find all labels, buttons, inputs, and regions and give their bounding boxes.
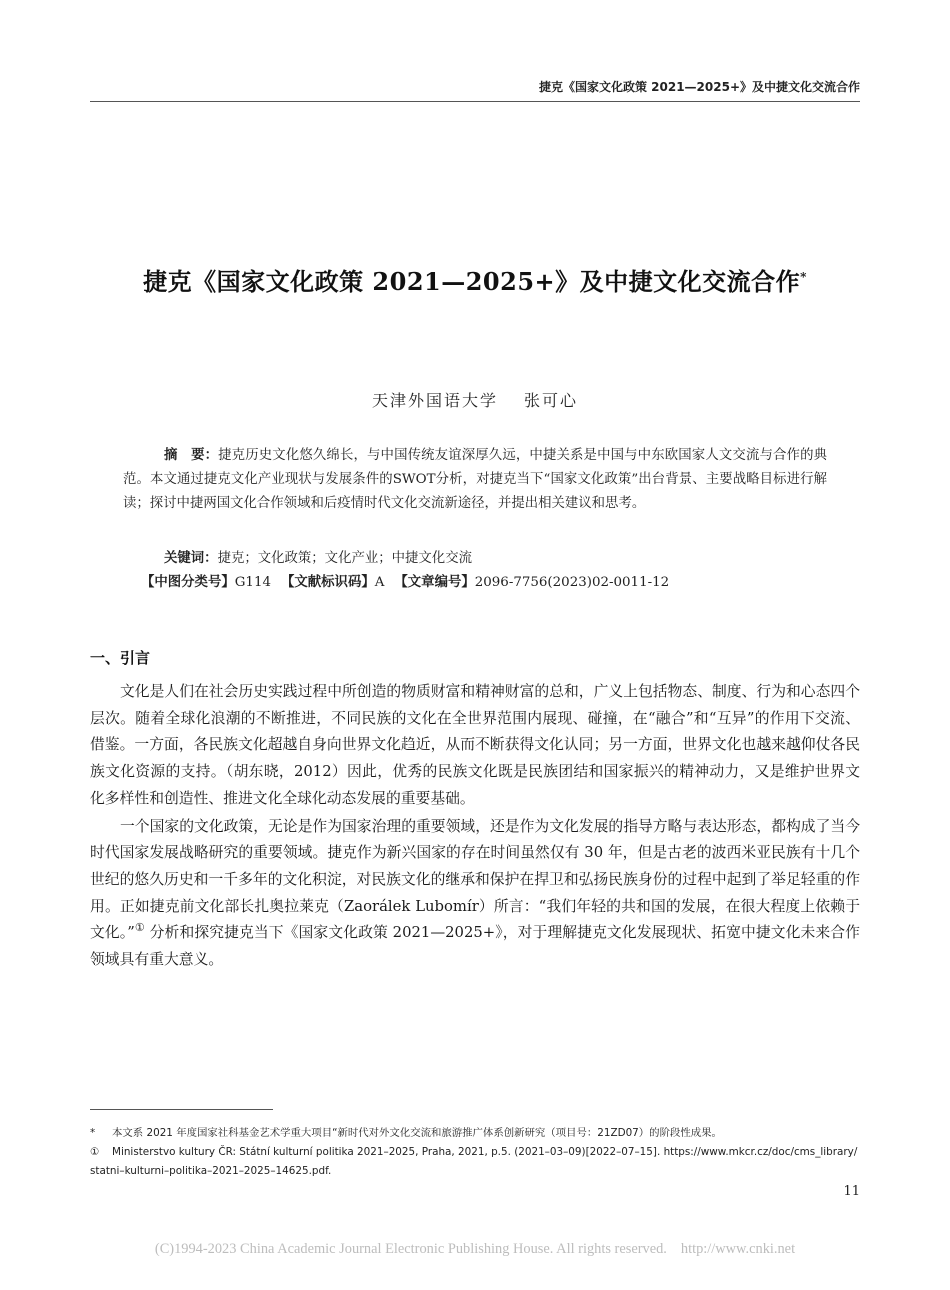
copyright-url[interactable]: http://www.cnki.net	[680, 1241, 796, 1257]
article-no-label: 【文章编号】	[394, 575, 475, 590]
doc-code-value: A	[374, 575, 385, 590]
clc-label: 【中图分类号】	[141, 575, 235, 590]
body-paragraph-2-text-b: 分析和探究捷克当下《国家文化政策 2021—2025+》，对于理解捷克文化发展现状、拓宽中捷文化未来合作领域具有重大意义。	[90, 924, 860, 969]
body-paragraph-1: 文化是人们在社会历史实践过程中所创造的物质财富和精神财富的总和，广义上包括物态、制度、行为和心态四个层次。随着全球化浪潮的不断推进，不同民族的文化在全世界范围内展现、碰撞，在“融合”和“互异”的作用下交流、借鉴。一方面，各民族文化超越自身向世界文化趋近，从而不断获得文化认同；另一方面，世界文化也越来越仰仗各民族文化资源的支持。（胡东晓，2012）因此，优秀的民族文化既是民族团结和国家振兴的精神动力，又是维护世界文化多样性和创造性、推进文化全球化动态发展的重要基础。	[90, 683, 860, 807]
footnote-text: Ministerstvo kultury ČR: Státní kulturní politika 2021–2025, Praha, 2021, p.5. (2021–03–09)[2022–07–15]. https://www.mkcr.cz/doc/cms_library/	[112, 1146, 858, 1158]
copyright-text: (C)1994-2023 China Academic Journal Electronic Publishing House. All rights reserved.	[154, 1241, 667, 1257]
header-rule	[90, 101, 860, 102]
footnote-funding	[90, 1125, 860, 1142]
section-body	[90, 679, 860, 975]
author-name: 张可心	[524, 391, 579, 410]
footnote-text: 本文系 2021 年度国家社科基金艺术学重大项目“新时代对外文化交流和旅游推广体系创新研究（项目号：21ZD07）的阶段性成果。	[112, 1127, 722, 1139]
body-paragraph-2-text-a: 一个国家的文化政策，无论是作为国家治理的重要领域，还是作为文化发展的指导方略与表达形态，都构成了当今时代国家发展战略研究的重要领域。捷克作为新兴国家的存在时间虽然仅有 30 年，但是古老的波西米亚民族有十几个世纪的悠久历史和一千多年的文化积淀，对民族文化的继承和保护在捍卫和弘扬民族身份的过程中起到了举足轻重的作用。正如捷克前文化部长扎奥拉莱克（Zaorálek Lubomír）所言：“我们年轻的共和国的发展，在很大程度上依赖于文化。”	[90, 817, 860, 942]
footnote-mark: *	[90, 1127, 96, 1139]
page-number: 11	[843, 1184, 860, 1199]
footnotes	[90, 1125, 860, 1182]
abstract-label: 摘 要：	[164, 448, 219, 463]
article-title	[90, 262, 860, 297]
abstract-text: 捷克历史文化悠久绵长，与中国传统友谊深厚久远，中捷关系是中国与中东欧国家人文交流与合作的典范。本文通过捷克文化产业现状与发展条件的SWOT分析，对捷克当下“国家文化政策”出台背景、主要战略目标进行解读；探讨中捷两国文化合作领域和后疫情时代文化交流新途径，并提出相关建议和思考。	[123, 448, 828, 511]
clc-value: G114	[234, 575, 271, 590]
classification-line	[141, 571, 669, 595]
keywords-label: 关键词：	[164, 551, 218, 566]
article-title-text: 捷克《国家文化政策 2021—2025+》及中捷文化交流合作	[143, 267, 801, 296]
footnote-reference-1[interactable]: ①	[134, 921, 145, 935]
footnote-mark: ①	[90, 1146, 100, 1158]
section-heading: 一、引言	[90, 649, 151, 667]
author-line	[90, 388, 860, 411]
article-no-value: 2096-7756(2023)02-0011-12	[474, 575, 670, 590]
copyright-notice	[0, 1241, 950, 1258]
title-footnote-marker: *	[800, 270, 807, 284]
running-header: 捷克《国家文化政策 2021—2025+》及中捷文化交流合作	[538, 80, 860, 94]
footnote-source	[90, 1144, 860, 1161]
abstract	[123, 444, 827, 516]
keywords	[164, 547, 472, 571]
keywords-text: 捷克；文化政策；文化产业；中捷文化交流	[217, 551, 472, 566]
doc-code-label: 【文献标识码】	[281, 575, 375, 590]
footnote-rule	[90, 1109, 273, 1110]
body-paragraph-2	[90, 814, 860, 974]
footnote-source-continuation[interactable]: statni–kulturni–politika–2021–2025–14625.pdf.	[90, 1165, 332, 1177]
author-affiliation: 天津外国语大学	[371, 391, 498, 410]
